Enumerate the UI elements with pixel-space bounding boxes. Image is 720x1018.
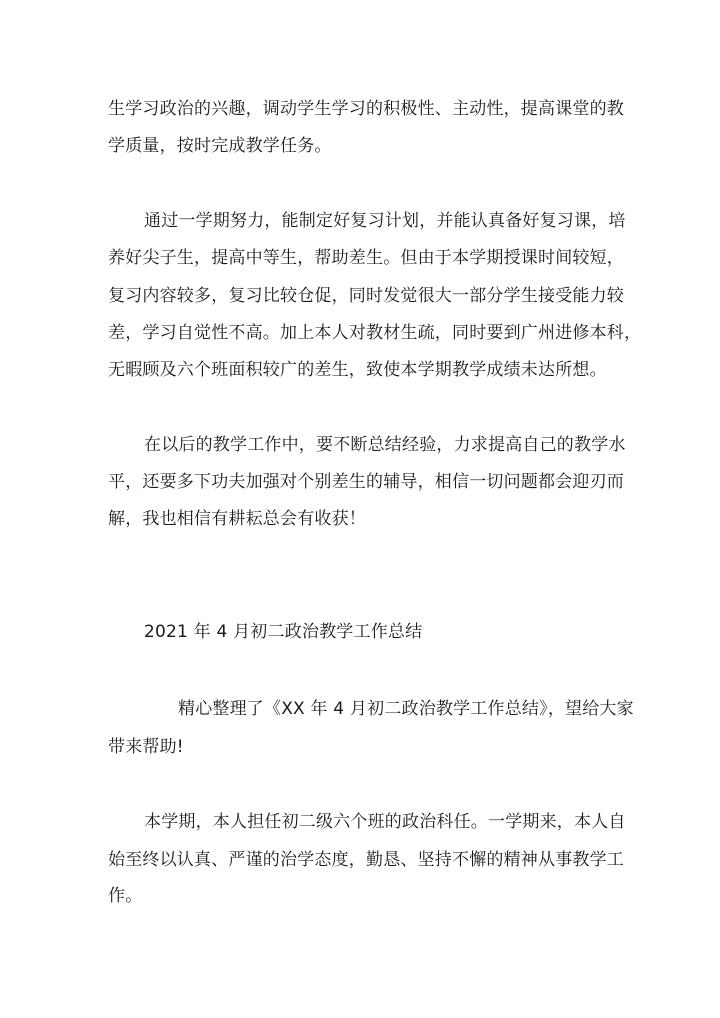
text-line: 在以后的教学工作中，要不断总结经验，力求提高自己的教学水 — [144, 435, 626, 455]
text-line: 差，学习自觉性不高。加上本人对教材生疏，同时要到广州进修本科， — [108, 323, 642, 343]
text-line: 养好尖子生，提高中等生，帮助差生。但由于本学期授课时间较短， — [108, 248, 624, 268]
text-line: 始至终以认真、严谨的治学态度，勤恳、坚持不懈的精神从事教学工 — [108, 850, 624, 870]
text-line: 平，还要多下功夫加强对个别差生的辅导，相信一切问题都会迎刃而 — [108, 472, 624, 492]
text-line: 解，我也相信有耕耘总会有收获！ — [108, 509, 366, 529]
text-line: 带来帮助! — [108, 737, 184, 757]
text-line: 无暇顾及六个班面积较广的差生，致使本学期教学成绩未达所想。 — [108, 360, 607, 380]
text-line: 作。 — [108, 886, 143, 906]
text-line: 精心整理了《XX 年 4 月初二政治教学工作总结》，望给大家 — [178, 699, 634, 719]
text-line: 通过一学期努力，能制定好复习计划，并能认真备好复习课，培 — [144, 211, 626, 231]
text-line: 复习内容较多，复习比较仓促，同时发觉很大一部分学生接受能力较 — [108, 286, 624, 306]
text-line: 生学习政治的兴趣，调动学生学习的积极性、主动性，提高课堂的教 — [108, 99, 624, 119]
text-line: 本学期，本人担任初二级六个班的政治科任。一学期来，本人自 — [144, 812, 626, 832]
text-line: 学质量，按时完成教学任务。 — [108, 136, 332, 156]
title-line: 2021 年 4 月初二政治教学工作总结 — [144, 622, 423, 642]
